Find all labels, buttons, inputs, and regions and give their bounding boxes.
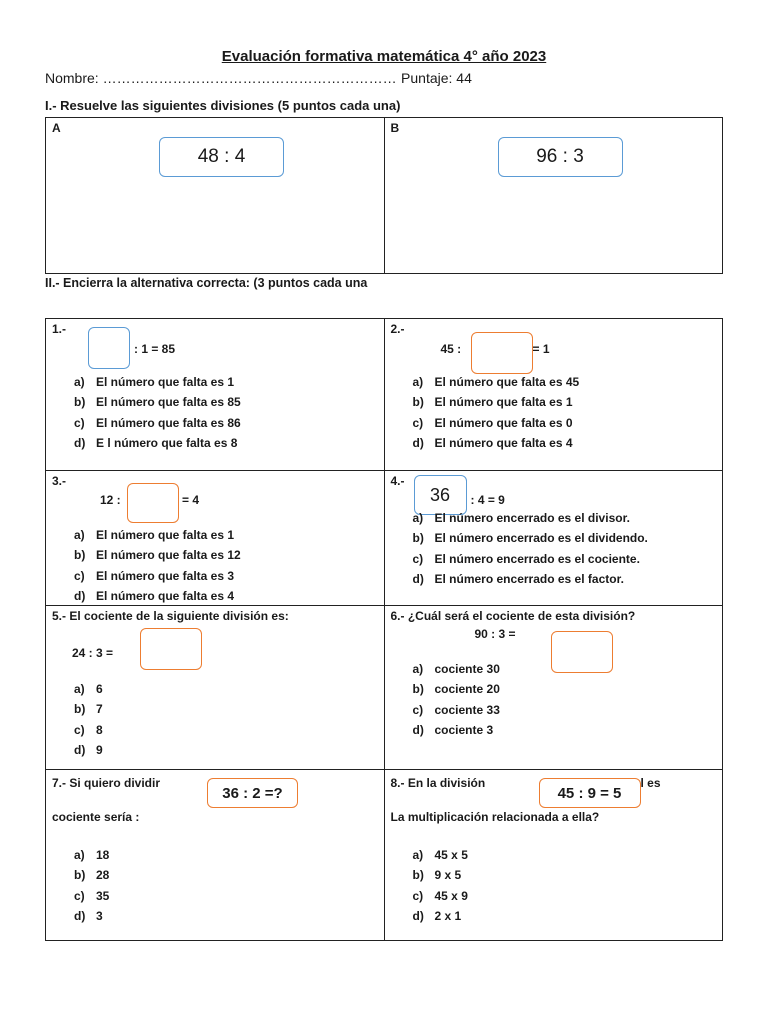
cell-b-label: B — [390, 121, 400, 135]
option-c[interactable]: c) 35 — [74, 888, 110, 903]
question-1 — [46, 319, 385, 471]
option-c[interactable]: c) 45 x 9 — [412, 888, 468, 903]
option-d[interactable]: d) El número que falta es 4 — [412, 435, 573, 450]
option-c[interactable]: c) 8 — [74, 722, 103, 737]
question-6-expression: 90 : 3 = — [474, 627, 516, 641]
question-5-options — [74, 682, 103, 763]
answer-box[interactable] — [140, 628, 202, 670]
question-1-stem: : 1 = 85 — [134, 342, 176, 356]
cell-b — [384, 118, 723, 274]
option-d[interactable]: d) cociente 3 — [412, 722, 494, 737]
answer-box[interactable] — [551, 631, 613, 673]
division-b-box: 96 : 3 — [498, 137, 623, 177]
option-a[interactable]: a) 18 — [74, 848, 110, 862]
section-1-heading: I.- Resuelve las siguientes divisiones (5 puntos cada una) — [45, 98, 401, 113]
question-2-stem-post: = 1 — [532, 342, 550, 356]
question-3-stem-pre: 12 : — [100, 493, 121, 507]
question-1-options — [74, 375, 241, 456]
question-3 — [46, 471, 385, 606]
option-d[interactable]: d) 2 x 1 — [412, 908, 462, 923]
question-2 — [384, 319, 723, 471]
option-d[interactable]: d) 9 — [74, 742, 103, 757]
option-b[interactable]: b) 9 x 5 — [412, 868, 462, 883]
question-8 — [384, 770, 723, 941]
question-4-number: 4.- — [390, 474, 405, 488]
question-6-stem: 6.- ¿Cuál será el cociente de esta división? — [390, 609, 636, 623]
option-c[interactable]: c) El número que falta es 3 — [74, 568, 235, 583]
option-b[interactable]: b) 28 — [74, 868, 110, 883]
option-c[interactable]: c) El número que falta es 86 — [74, 415, 241, 430]
option-a[interactable]: a) El número que falta es 1 — [74, 528, 235, 542]
question-5 — [46, 606, 385, 770]
answer-box[interactable] — [471, 332, 533, 374]
option-c[interactable]: c) El número encerrado es el cociente. — [412, 551, 640, 566]
option-a[interactable]: a) 45 x 5 — [412, 848, 468, 862]
section-2-heading: II.- Encierra la alternativa correcta: (3 puntos cada una — [45, 276, 368, 290]
boxed-division: 36 : 2 =? — [207, 778, 298, 808]
boxed-division: 45 : 9 = 5 — [539, 778, 641, 808]
option-d[interactable]: d) El número encerrado es el factor. — [412, 571, 624, 586]
section-2-table — [45, 318, 723, 941]
question-4-options — [413, 511, 648, 592]
cell-a — [46, 118, 385, 274]
question-2-number: 2.- — [390, 322, 405, 336]
question-7-stem: 7.- Si quiero dividir — [52, 776, 161, 790]
option-b[interactable]: b) El número encerrado es el dividendo. — [412, 531, 648, 546]
option-d[interactable]: d) E l número que falta es 8 — [74, 435, 238, 450]
question-4-stem: : 4 = 9 — [470, 493, 505, 507]
question-8-options — [413, 848, 468, 929]
question-6 — [384, 606, 723, 770]
answer-box[interactable] — [88, 327, 130, 369]
option-b[interactable]: b) El número que falta es 1 — [412, 395, 573, 410]
question-2-options — [413, 375, 580, 456]
option-d[interactable]: d) 3 — [74, 908, 103, 923]
option-b[interactable]: b) cociente 20 — [412, 682, 500, 697]
section-1-table — [45, 117, 723, 274]
question-3-stem-post: = 4 — [182, 493, 200, 507]
option-d[interactable]: d) El número que falta es 4 — [74, 588, 235, 603]
puntaje-label: Puntaje: 44 — [401, 70, 472, 86]
option-c[interactable]: c) El número que falta es 0 — [412, 415, 573, 430]
question-8-stem-tail: l es — [640, 776, 661, 790]
option-a[interactable]: a) 6 — [74, 682, 103, 696]
question-7-stem-line2: cociente sería : — [52, 810, 140, 824]
question-7-options — [74, 848, 109, 929]
question-3-options — [74, 528, 241, 609]
boxed-number: 36 — [414, 475, 467, 515]
option-a[interactable]: a) El número que falta es 45 — [412, 375, 580, 389]
question-7 — [46, 770, 385, 941]
page-title: Evaluación formativa matemática 4° año 2023 — [221, 48, 547, 65]
option-b[interactable]: b) El número que falta es 12 — [74, 548, 241, 563]
answer-box[interactable] — [127, 483, 179, 523]
name-line — [45, 70, 472, 88]
option-c[interactable]: c) cociente 33 — [412, 702, 500, 717]
option-a[interactable]: a) El número que falta es 1 — [74, 375, 235, 389]
option-b[interactable]: b) El número que falta es 85 — [74, 395, 241, 410]
option-a[interactable]: a) cociente 30 — [412, 662, 500, 676]
option-a[interactable]: a) El número encerrado es el divisor. — [412, 511, 630, 525]
question-2-stem-pre: 45 : — [440, 342, 462, 356]
question-1-number: 1.- — [52, 322, 67, 336]
question-8-stem-line2: La multiplicación relacionada a ella? — [390, 810, 600, 824]
cell-a-label: A — [52, 121, 61, 135]
question-6-options — [413, 662, 500, 743]
question-4 — [384, 471, 723, 606]
option-b[interactable]: b) 7 — [74, 702, 103, 717]
question-3-number: 3.- — [52, 474, 67, 488]
question-5-expression: 24 : 3 = — [72, 646, 114, 660]
division-a-box: 48 : 4 — [159, 137, 284, 177]
nombre-label: Nombre: ……………………………………………………… — [45, 70, 397, 86]
question-8-stem: 8.- En la división — [390, 776, 486, 790]
question-5-stem: 5.- El cociente de la siguiente división es: — [52, 609, 289, 623]
